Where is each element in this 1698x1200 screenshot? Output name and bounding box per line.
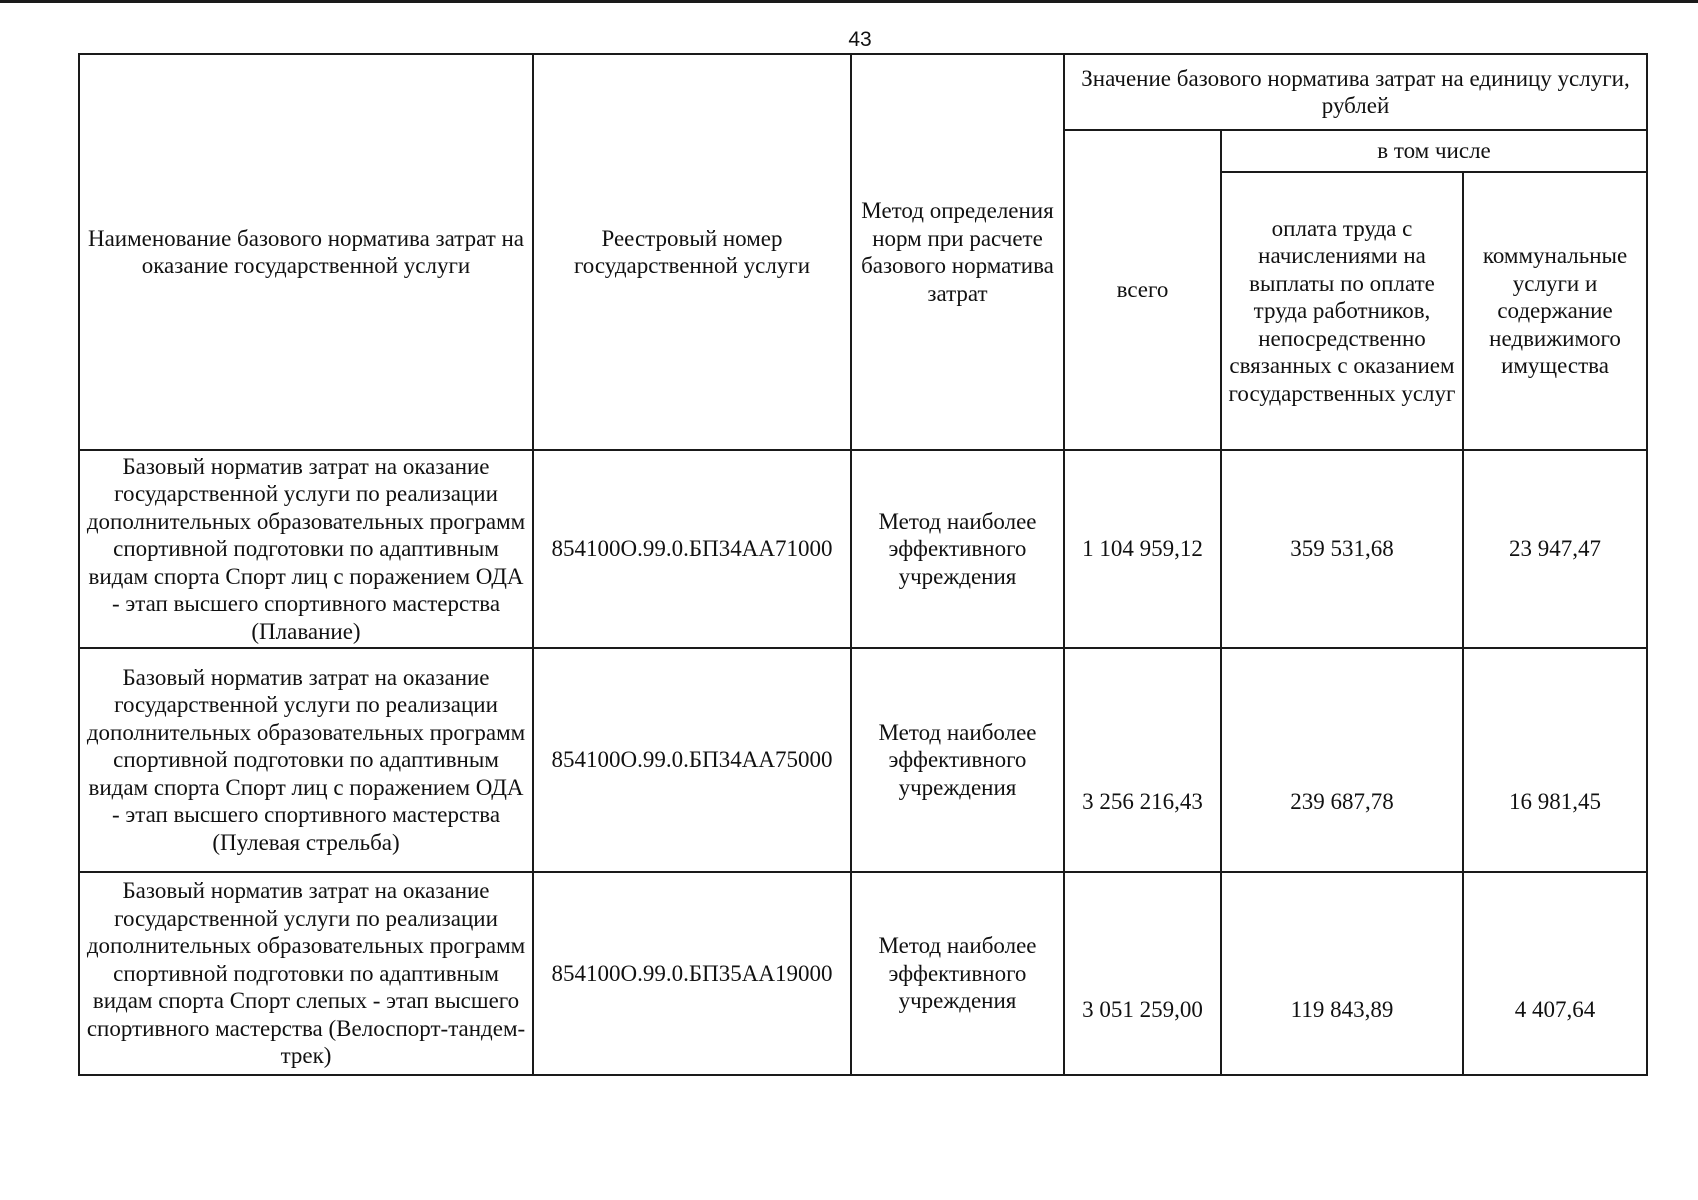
cell-norm-name: Базовый норматив затрат на оказание государственной услуги по реализации дополнительных образовательных программ спортивной подготовки по адаптивным видам спорта Спорт лиц с поражением ОДА - этап высшего спортивного мастерства (Плавание) [79,450,533,648]
cell-utilities: 23 947,47 [1463,450,1647,648]
table-header-row [79,54,1647,130]
cell-norm-name: Базовый норматив затрат на оказание государственной услуги по реализации дополнительных образовательных программ спортивной подготовки по адаптивным видам спорта Спорт слепых - этап высшего спортивного мастерства (Велоспорт-тандем-трек) [79,872,533,1075]
cell-total: 1 104 959,12 [1064,450,1221,648]
cell-registry-number: 854100О.99.0.БП34АА75000 [533,648,851,872]
header-utilities: коммунальные услуги и содержание недвижимого имущества [1463,172,1647,450]
header-value-group: Значение базового норматива затрат на единицу услуги, рублей [1064,54,1647,130]
table-row [79,648,1647,872]
cell-registry-number: 854100О.99.0.БП35АА19000 [533,872,851,1075]
cell-total: 3 051 259,00 [1064,872,1221,1075]
header-total: всего [1064,130,1221,450]
cell-method: Метод наиболее эффективного учреждения [851,648,1064,872]
header-method: Метод определения норм при расчете базового норматива затрат [851,54,1064,450]
cell-registry-number: 854100О.99.0.БП34АА71000 [533,450,851,648]
header-registry-number: Реестровый номер государственной услуги [533,54,851,450]
cell-method: Метод наиболее эффективного учреждения [851,872,1064,1075]
cell-total: 3 256 216,43 [1064,648,1221,872]
cell-method: Метод наиболее эффективного учреждения [851,450,1064,648]
table-row [79,450,1647,648]
cell-utilities: 4 407,64 [1463,872,1647,1075]
cell-norm-name: Базовый норматив затрат на оказание государственной услуги по реализации дополнительных образовательных программ спортивной подготовки по адаптивным видам спорта Спорт лиц с поражением ОДА - этап высшего спортивного мастерства (Пулевая стрельба) [79,648,533,872]
header-name: Наименование базового норматива затрат на оказание государственной услуги [79,54,533,450]
table-row [79,872,1647,1075]
header-labor-costs: оплата труда с начислениями на выплаты по оплате труда работников, непосредственно связанных с оказанием государственных услуг [1221,172,1463,450]
cost-norms-table [78,53,1648,1076]
cell-labor-costs: 359 531,68 [1221,450,1463,648]
cell-utilities: 16 981,45 [1463,648,1647,872]
scan-edge-line [0,0,1698,3]
cell-labor-costs: 119 843,89 [1221,872,1463,1075]
page-number: 43 [848,28,872,51]
cell-labor-costs: 239 687,78 [1221,648,1463,872]
header-including: в том числе [1221,130,1647,172]
